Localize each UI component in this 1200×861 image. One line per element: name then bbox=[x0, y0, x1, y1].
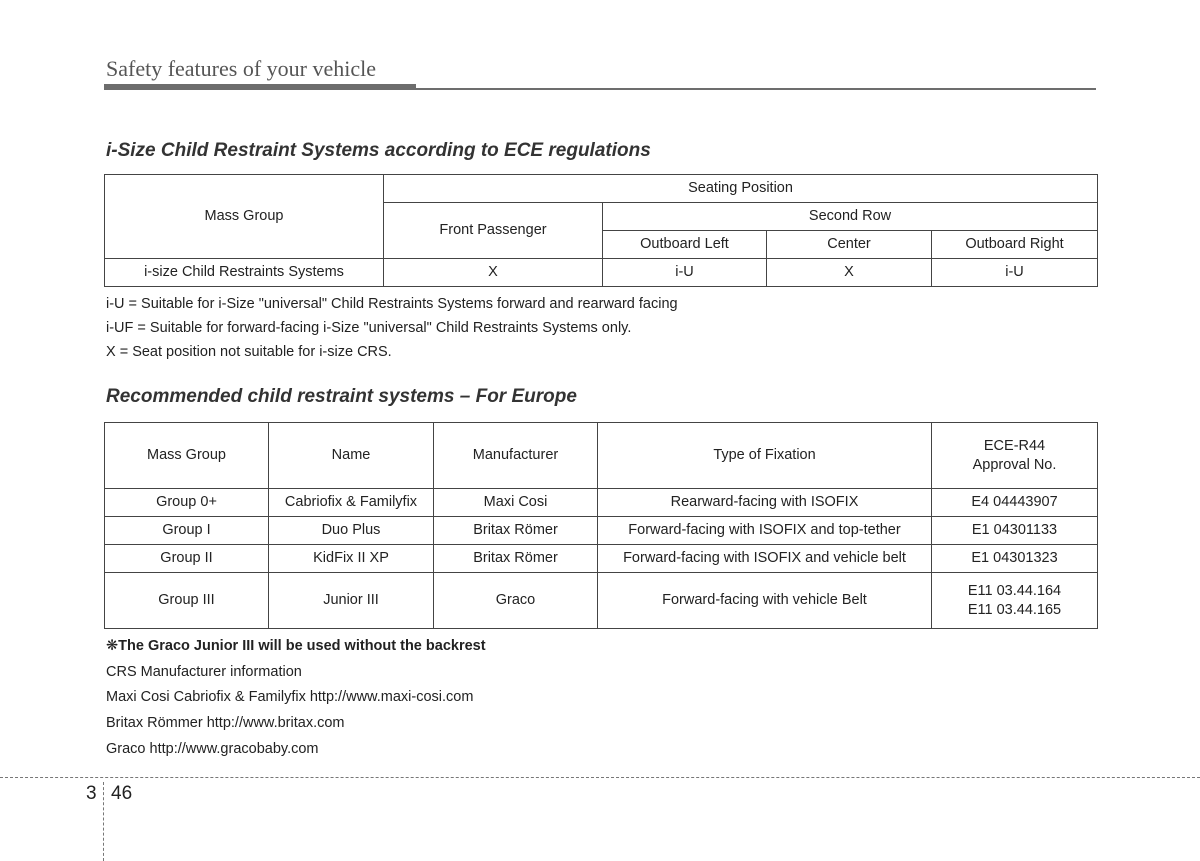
rec-header-approval-line2: Approval No. bbox=[972, 456, 1057, 473]
rec-cell-name: KidFix II XP bbox=[269, 545, 434, 573]
rec-cell-name: Junior III bbox=[269, 573, 434, 629]
rec-header-manufacturer: Manufacturer bbox=[434, 423, 598, 489]
header-rule-thin bbox=[416, 88, 1096, 90]
rec-cell-approval: E4 04443907 bbox=[932, 489, 1098, 517]
table-row bbox=[105, 489, 1098, 517]
table-row bbox=[105, 259, 1098, 287]
rec-header-name: Name bbox=[269, 423, 434, 489]
rec-cell-approval bbox=[932, 573, 1098, 629]
backrest-note: ❋The Graco Junior III will be used without the backrest bbox=[106, 638, 486, 654]
rec-cell-fixation: Forward-facing with ISOFIX and vehicle belt bbox=[598, 545, 932, 573]
page-number: 46 bbox=[111, 783, 133, 804]
header-rule-thick bbox=[104, 84, 416, 90]
isize-header-outboard-right: Outboard Right bbox=[932, 231, 1098, 259]
isize-cell-outboard-left: i-U bbox=[603, 259, 767, 287]
rec-header-mass-group: Mass Group bbox=[105, 423, 269, 489]
rec-header-approval bbox=[932, 423, 1098, 489]
legend-iu: i-U = Suitable for i-Size "universal" Child Restraints Systems forward and rearward facing bbox=[106, 296, 678, 312]
recommended-heading: Recommended child restraint systems – For Europe bbox=[106, 386, 577, 407]
isize-row-label: i-size Child Restraints Systems bbox=[105, 259, 384, 287]
isize-header-seating-position: Seating Position bbox=[384, 175, 1098, 203]
rec-cell-manufacturer: Maxi Cosi bbox=[434, 489, 598, 517]
isize-header-center: Center bbox=[767, 231, 932, 259]
rec-cell-fixation: Forward-facing with vehicle Belt bbox=[598, 573, 932, 629]
rec-cell-manufacturer: Graco bbox=[434, 573, 598, 629]
footer-dashed-rule bbox=[0, 777, 1200, 778]
isize-heading: i-Size Child Restraint Systems according to ECE regulations bbox=[106, 140, 651, 161]
footer-dashed-divider bbox=[103, 782, 104, 861]
rec-cell-manufacturer: Britax Römer bbox=[434, 545, 598, 573]
isize-cell-center: X bbox=[767, 259, 932, 287]
rec-cell-fixation: Forward-facing with ISOFIX and top-tether bbox=[598, 517, 932, 545]
isize-header-mass-group: Mass Group bbox=[105, 175, 384, 259]
rec-cell-approval: E1 04301323 bbox=[932, 545, 1098, 573]
link-britax: Britax Römmer http://www.britax.com bbox=[106, 715, 345, 731]
rec-header-approval-line1: ECE-R44 bbox=[983, 437, 1046, 454]
page-header-title: Safety features of your vehicle bbox=[106, 56, 376, 81]
link-graco: Graco http://www.gracobaby.com bbox=[106, 741, 319, 757]
crs-info-title: CRS Manufacturer information bbox=[106, 664, 302, 680]
legend-x: X = Seat position not suitable for i-size CRS. bbox=[106, 344, 392, 360]
recommended-table bbox=[104, 422, 1098, 629]
table-row bbox=[105, 517, 1098, 545]
isize-header-outboard-left: Outboard Left bbox=[603, 231, 767, 259]
legend-iuf: i-UF = Suitable for forward-facing i-Size "universal" Child Restraints Systems only. bbox=[106, 320, 632, 336]
isize-header-second-row: Second Row bbox=[603, 203, 1098, 231]
isize-table bbox=[104, 174, 1098, 287]
rec-cell-group: Group 0+ bbox=[105, 489, 269, 517]
rec-cell-approval-line2: E11 03.44.165 bbox=[967, 601, 1062, 618]
rec-cell-name: Cabriofix & Familyfix bbox=[269, 489, 434, 517]
isize-cell-front-passenger: X bbox=[384, 259, 603, 287]
rec-header-fixation: Type of Fixation bbox=[598, 423, 932, 489]
isize-cell-outboard-right: i-U bbox=[932, 259, 1098, 287]
table-row bbox=[105, 545, 1098, 573]
rec-cell-group: Group II bbox=[105, 545, 269, 573]
rec-cell-approval: E1 04301133 bbox=[932, 517, 1098, 545]
rec-cell-group: Group III bbox=[105, 573, 269, 629]
rec-cell-group: Group I bbox=[105, 517, 269, 545]
isize-header-front-passenger: Front Passenger bbox=[384, 203, 603, 259]
rec-cell-manufacturer: Britax Römer bbox=[434, 517, 598, 545]
page-chapter-number: 3 bbox=[86, 783, 97, 804]
rec-cell-name: Duo Plus bbox=[269, 517, 434, 545]
link-maxi-cosi: Maxi Cosi Cabriofix & Familyfix http://www.maxi-cosi.com bbox=[106, 689, 474, 705]
rec-cell-fixation: Rearward-facing with ISOFIX bbox=[598, 489, 932, 517]
table-row bbox=[105, 573, 1098, 629]
rec-cell-approval-line1: E11 03.44.164 bbox=[967, 582, 1062, 599]
